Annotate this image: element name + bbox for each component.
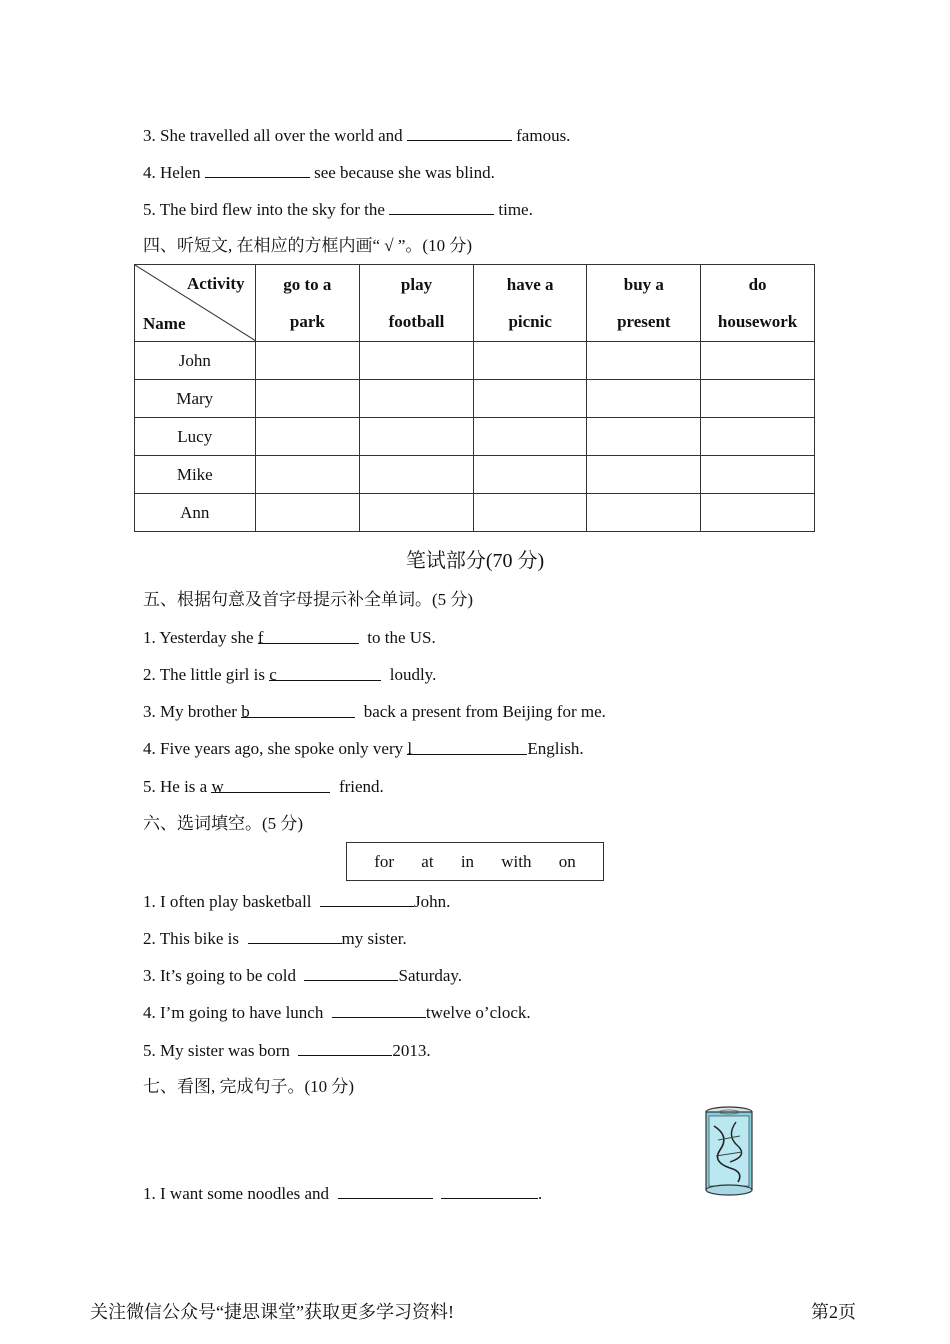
question-text: 5. He is a xyxy=(143,777,212,796)
question-text: 1. I want some noodles and xyxy=(143,1184,334,1203)
check-cell[interactable] xyxy=(587,342,701,380)
answer-blank[interactable] xyxy=(298,1039,392,1056)
word-bank xyxy=(346,842,604,881)
table-row xyxy=(135,494,815,532)
answer-blank[interactable] xyxy=(241,701,355,721)
row-name: Ann xyxy=(135,494,256,532)
question-text: 3. It’s going to be cold xyxy=(143,966,301,985)
question-text: twelve o’clock. xyxy=(425,1003,531,1022)
word-option: with xyxy=(501,851,532,871)
word-option: for xyxy=(374,851,395,871)
question-text: English. xyxy=(527,739,584,758)
corner-activity-label: Activity xyxy=(186,274,245,293)
section-5-heading: 五、根据句意及首字母提示补全单词。(5 分) xyxy=(143,590,474,609)
answer-blank[interactable] xyxy=(320,890,414,907)
column-header: go to a park xyxy=(255,265,360,342)
question-text: my sister. xyxy=(341,929,407,948)
question-5-5 xyxy=(143,776,384,798)
question-6-1 xyxy=(143,890,450,913)
word-option: at xyxy=(421,851,434,871)
check-cell[interactable] xyxy=(587,456,701,494)
check-cell[interactable] xyxy=(473,494,587,532)
check-cell[interactable] xyxy=(587,418,701,456)
question-text: 5. The bird flew into the sky for the xyxy=(143,200,390,219)
initial-letter: l xyxy=(407,739,413,758)
check-cell[interactable] xyxy=(255,494,360,532)
written-section-title: 笔试部分(70 分) xyxy=(405,550,545,572)
answer-blank[interactable] xyxy=(211,776,330,796)
answer-blank[interactable] xyxy=(407,738,527,758)
question-text: 1. I often play basketball xyxy=(143,892,316,911)
initial-letter: b xyxy=(241,702,250,721)
question-text: 4. I’m going to have lunch xyxy=(143,1003,328,1022)
table-row xyxy=(135,342,815,380)
check-cell[interactable] xyxy=(473,380,587,418)
page-number: 第2页 xyxy=(811,1302,856,1322)
answer-blank[interactable] xyxy=(338,1182,433,1199)
question-text: time. xyxy=(494,200,533,219)
answer-blank[interactable] xyxy=(407,124,512,141)
question-6-3 xyxy=(143,964,462,987)
question-text: 1. Yesterday she xyxy=(143,628,258,647)
check-cell[interactable] xyxy=(473,418,587,456)
table-row xyxy=(135,456,815,494)
question-text: 4. Five years ago, she spoke only very xyxy=(143,739,408,758)
table-row xyxy=(135,380,815,418)
answer-blank[interactable] xyxy=(389,198,494,215)
row-name: Mike xyxy=(135,456,256,494)
answer-blank[interactable] xyxy=(248,927,342,944)
activity-table xyxy=(134,264,815,532)
column-header: buy a present xyxy=(587,265,701,342)
question-text: John. xyxy=(414,892,451,911)
question-5-3 xyxy=(143,701,606,723)
check-cell[interactable] xyxy=(360,418,474,456)
table-corner-header xyxy=(135,265,256,342)
answer-blank[interactable] xyxy=(269,664,381,684)
corner-name-label: Name xyxy=(143,314,186,333)
check-cell[interactable] xyxy=(360,494,474,532)
question-3-3 xyxy=(143,124,570,147)
section-6-heading: 六、选词填空。(5 分) xyxy=(143,814,304,833)
initial-letter: f xyxy=(257,628,264,647)
question-text: Saturday. xyxy=(398,966,463,985)
word-option: in xyxy=(460,851,475,871)
check-cell[interactable] xyxy=(473,342,587,380)
question-text: 2013. xyxy=(392,1041,431,1060)
check-cell[interactable] xyxy=(473,456,587,494)
check-cell[interactable] xyxy=(255,456,360,494)
check-cell[interactable] xyxy=(701,456,815,494)
table-row xyxy=(135,418,815,456)
question-text: famous. xyxy=(511,126,571,145)
check-cell[interactable] xyxy=(701,342,815,380)
column-header: have a picnic xyxy=(473,265,587,342)
section-7-heading: 七、看图, 完成句子。(10 分) xyxy=(143,1077,355,1096)
row-name: Mary xyxy=(135,380,256,418)
check-cell[interactable] xyxy=(255,380,360,418)
question-3-5 xyxy=(143,198,533,221)
soda-can-icon xyxy=(700,1106,758,1198)
question-5-4 xyxy=(143,738,584,760)
question-5-1 xyxy=(143,627,436,649)
check-cell[interactable] xyxy=(360,456,474,494)
word-option: on xyxy=(558,851,576,871)
initial-letter: c xyxy=(269,665,277,684)
question-7-1 xyxy=(143,1182,542,1205)
check-cell[interactable] xyxy=(701,380,815,418)
answer-blank[interactable] xyxy=(257,627,359,647)
check-cell[interactable] xyxy=(701,418,815,456)
question-text: friend. xyxy=(330,777,384,796)
check-cell[interactable] xyxy=(360,380,474,418)
question-6-5 xyxy=(143,1039,431,1062)
check-cell[interactable] xyxy=(360,342,474,380)
answer-blank[interactable] xyxy=(332,1001,426,1018)
check-cell[interactable] xyxy=(587,494,701,532)
question-6-4 xyxy=(143,1001,531,1024)
row-name: Lucy xyxy=(135,418,256,456)
question-5-2 xyxy=(143,664,436,686)
check-cell[interactable] xyxy=(255,418,360,456)
question-text: 3. My brother xyxy=(143,702,242,721)
answer-blank[interactable] xyxy=(441,1182,538,1199)
question-text: 5. My sister was born xyxy=(143,1041,295,1060)
question-text: back a present from Beijing for me. xyxy=(355,702,606,721)
check-cell[interactable] xyxy=(255,342,360,380)
question-3-4 xyxy=(143,161,495,184)
question-text: loudly. xyxy=(381,665,437,684)
question-text: 4. Helen xyxy=(143,163,205,182)
check-cell[interactable] xyxy=(587,380,701,418)
question-text: see because she was blind. xyxy=(309,163,495,182)
row-name: John xyxy=(135,342,256,380)
question-text: to the US. xyxy=(358,628,436,647)
column-header: do housework xyxy=(701,265,815,342)
question-6-2 xyxy=(143,927,407,950)
section-4-heading: 四、听短文, 在相应的方框内画“ √ ”。(10 分) xyxy=(143,236,472,255)
check-cell[interactable] xyxy=(701,494,815,532)
answer-blank[interactable] xyxy=(304,964,398,981)
column-header: play football xyxy=(360,265,474,342)
footer-note: 关注微信公众号“捷思课堂”获取更多学习资料! xyxy=(90,1302,454,1322)
question-text: 2. This bike is xyxy=(143,929,244,948)
question-text: 3. She travelled all over the world and xyxy=(143,126,407,145)
question-text: . xyxy=(538,1184,543,1203)
initial-letter: w xyxy=(211,777,224,796)
question-text: 2. The little girl is xyxy=(143,665,270,684)
answer-blank[interactable] xyxy=(205,161,310,178)
